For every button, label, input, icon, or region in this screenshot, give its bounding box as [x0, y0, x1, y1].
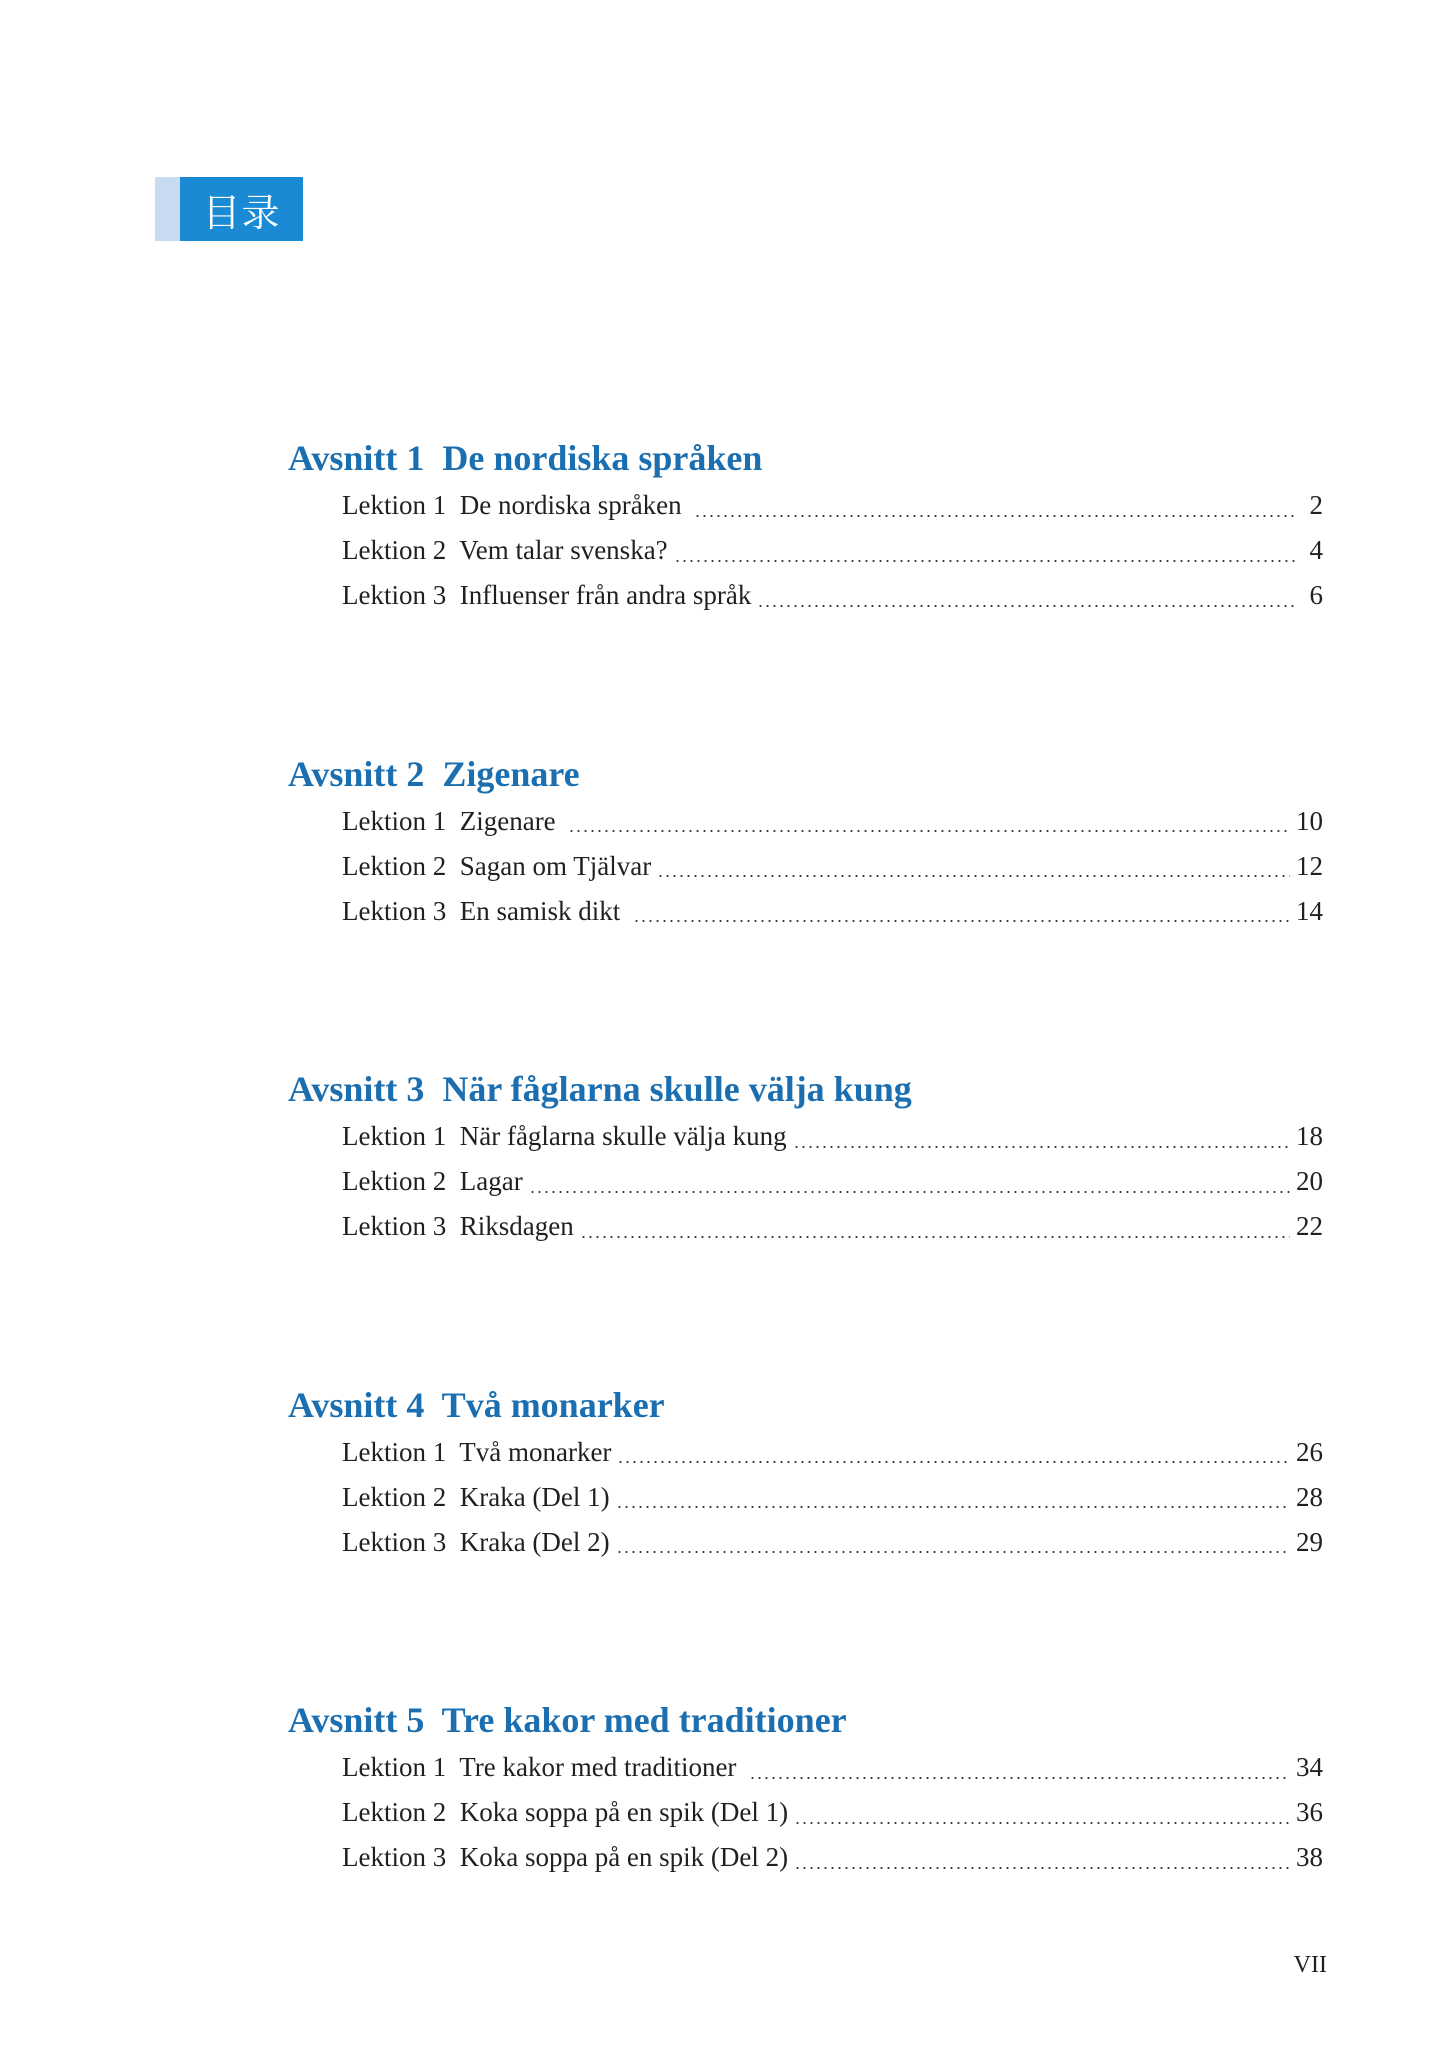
toc-entry[interactable] [342, 1790, 1323, 1835]
toc-title-badge [155, 177, 303, 241]
toc-entry[interactable] [342, 799, 1323, 844]
toc-entry[interactable] [342, 528, 1323, 573]
toc-entry[interactable] [342, 889, 1323, 934]
entry-title: Lektion 3 Riksdagen [342, 1211, 574, 1241]
toc-section [288, 1380, 1323, 1565]
entry-title: Lektion 2 Vem talar svenska? [342, 535, 668, 565]
entry-title: Lektion 2 Kraka (Del 1) [342, 1481, 610, 1512]
dot-leader [529, 1191, 1290, 1193]
dot-leader [580, 1236, 1290, 1238]
dot-leader [568, 830, 1290, 832]
entry-title: Lektion 3 Koka soppa på en spik (Del 2) [342, 1842, 789, 1872]
dot-leader [616, 1551, 1290, 1553]
entry-title: Lektion 1 Tre kakor med traditioner [342, 1752, 744, 1782]
page-title: 目录 [180, 177, 303, 241]
dot-leader [757, 605, 1295, 607]
dot-leader [794, 1867, 1290, 1869]
entry-title: Lektion 3 Kraka (Del 2) [342, 1526, 610, 1557]
entry-page-number: 36 [1296, 1797, 1323, 1827]
toc-entry[interactable] [342, 1204, 1323, 1249]
entry-page-number: 10 [1296, 805, 1323, 836]
entry-page-number: 29 [1296, 1526, 1323, 1557]
toc-entry[interactable] [342, 1475, 1323, 1520]
toc-entry[interactable] [342, 1430, 1323, 1475]
dot-leader [633, 920, 1290, 922]
dot-leader [657, 875, 1290, 877]
section-title[interactable]: Avsnitt 3 När fåglarna skulle välja kung [288, 1069, 912, 1109]
toc-entry[interactable] [342, 1114, 1323, 1159]
section-title[interactable]: Avsnitt 2 Zigenare [288, 753, 580, 794]
title-accent-strip [155, 177, 180, 241]
entry-page-number: 34 [1296, 1752, 1323, 1782]
toc-section [288, 433, 1323, 618]
toc-entry[interactable] [342, 483, 1323, 528]
toc-section [288, 1064, 1323, 1249]
dot-leader [617, 1461, 1290, 1463]
entry-page-number: 2 [1309, 490, 1323, 520]
toc-entry[interactable] [342, 573, 1323, 618]
toc-entry[interactable] [342, 1159, 1323, 1204]
page-number: VII [1293, 1952, 1327, 1978]
toc-entry[interactable] [342, 1745, 1323, 1790]
dot-leader [749, 1777, 1290, 1779]
toc-entry[interactable] [342, 1835, 1323, 1880]
section-title[interactable]: Avsnitt 1 De nordiska språken [288, 438, 763, 478]
dot-leader [793, 1146, 1290, 1148]
entry-title: Lektion 1 Zigenare [342, 805, 563, 836]
dot-leader [794, 1822, 1290, 1824]
entry-page-number: 12 [1296, 850, 1323, 881]
entry-page-number: 18 [1296, 1121, 1323, 1151]
entry-title: Lektion 3 En samisk dikt [342, 895, 627, 926]
entry-page-number: 38 [1296, 1842, 1323, 1872]
toc-section [288, 1695, 1323, 1880]
entry-title: Lektion 1 Två monarker [342, 1436, 612, 1467]
entry-page-number: 22 [1296, 1211, 1323, 1241]
dot-leader [694, 515, 1295, 517]
dot-leader [674, 560, 1295, 562]
entry-page-number: 28 [1296, 1481, 1323, 1512]
entry-page-number: 6 [1309, 580, 1323, 610]
entry-page-number: 4 [1309, 535, 1323, 565]
entry-title: Lektion 2 Sagan om Tjälvar [342, 850, 652, 881]
toc-entry[interactable] [342, 1520, 1323, 1565]
entry-page-number: 14 [1296, 895, 1323, 926]
toc-section [288, 749, 1323, 934]
section-title[interactable]: Avsnitt 5 Tre kakor med traditioner [288, 1700, 847, 1740]
entry-title: Lektion 2 Lagar [342, 1166, 523, 1196]
entry-page-number: 26 [1296, 1436, 1323, 1467]
entry-title: Lektion 3 Influenser från andra språk [342, 580, 752, 610]
entry-title: Lektion 1 De nordiska språken [342, 490, 689, 520]
section-title[interactable]: Avsnitt 4 Två monarker [288, 1384, 665, 1425]
entry-title: Lektion 1 När fåglarna skulle välja kung [342, 1121, 787, 1151]
entry-title: Lektion 2 Koka soppa på en spik (Del 1) [342, 1797, 789, 1827]
toc-entry[interactable] [342, 844, 1323, 889]
entry-page-number: 20 [1296, 1166, 1323, 1196]
dot-leader [616, 1506, 1290, 1508]
